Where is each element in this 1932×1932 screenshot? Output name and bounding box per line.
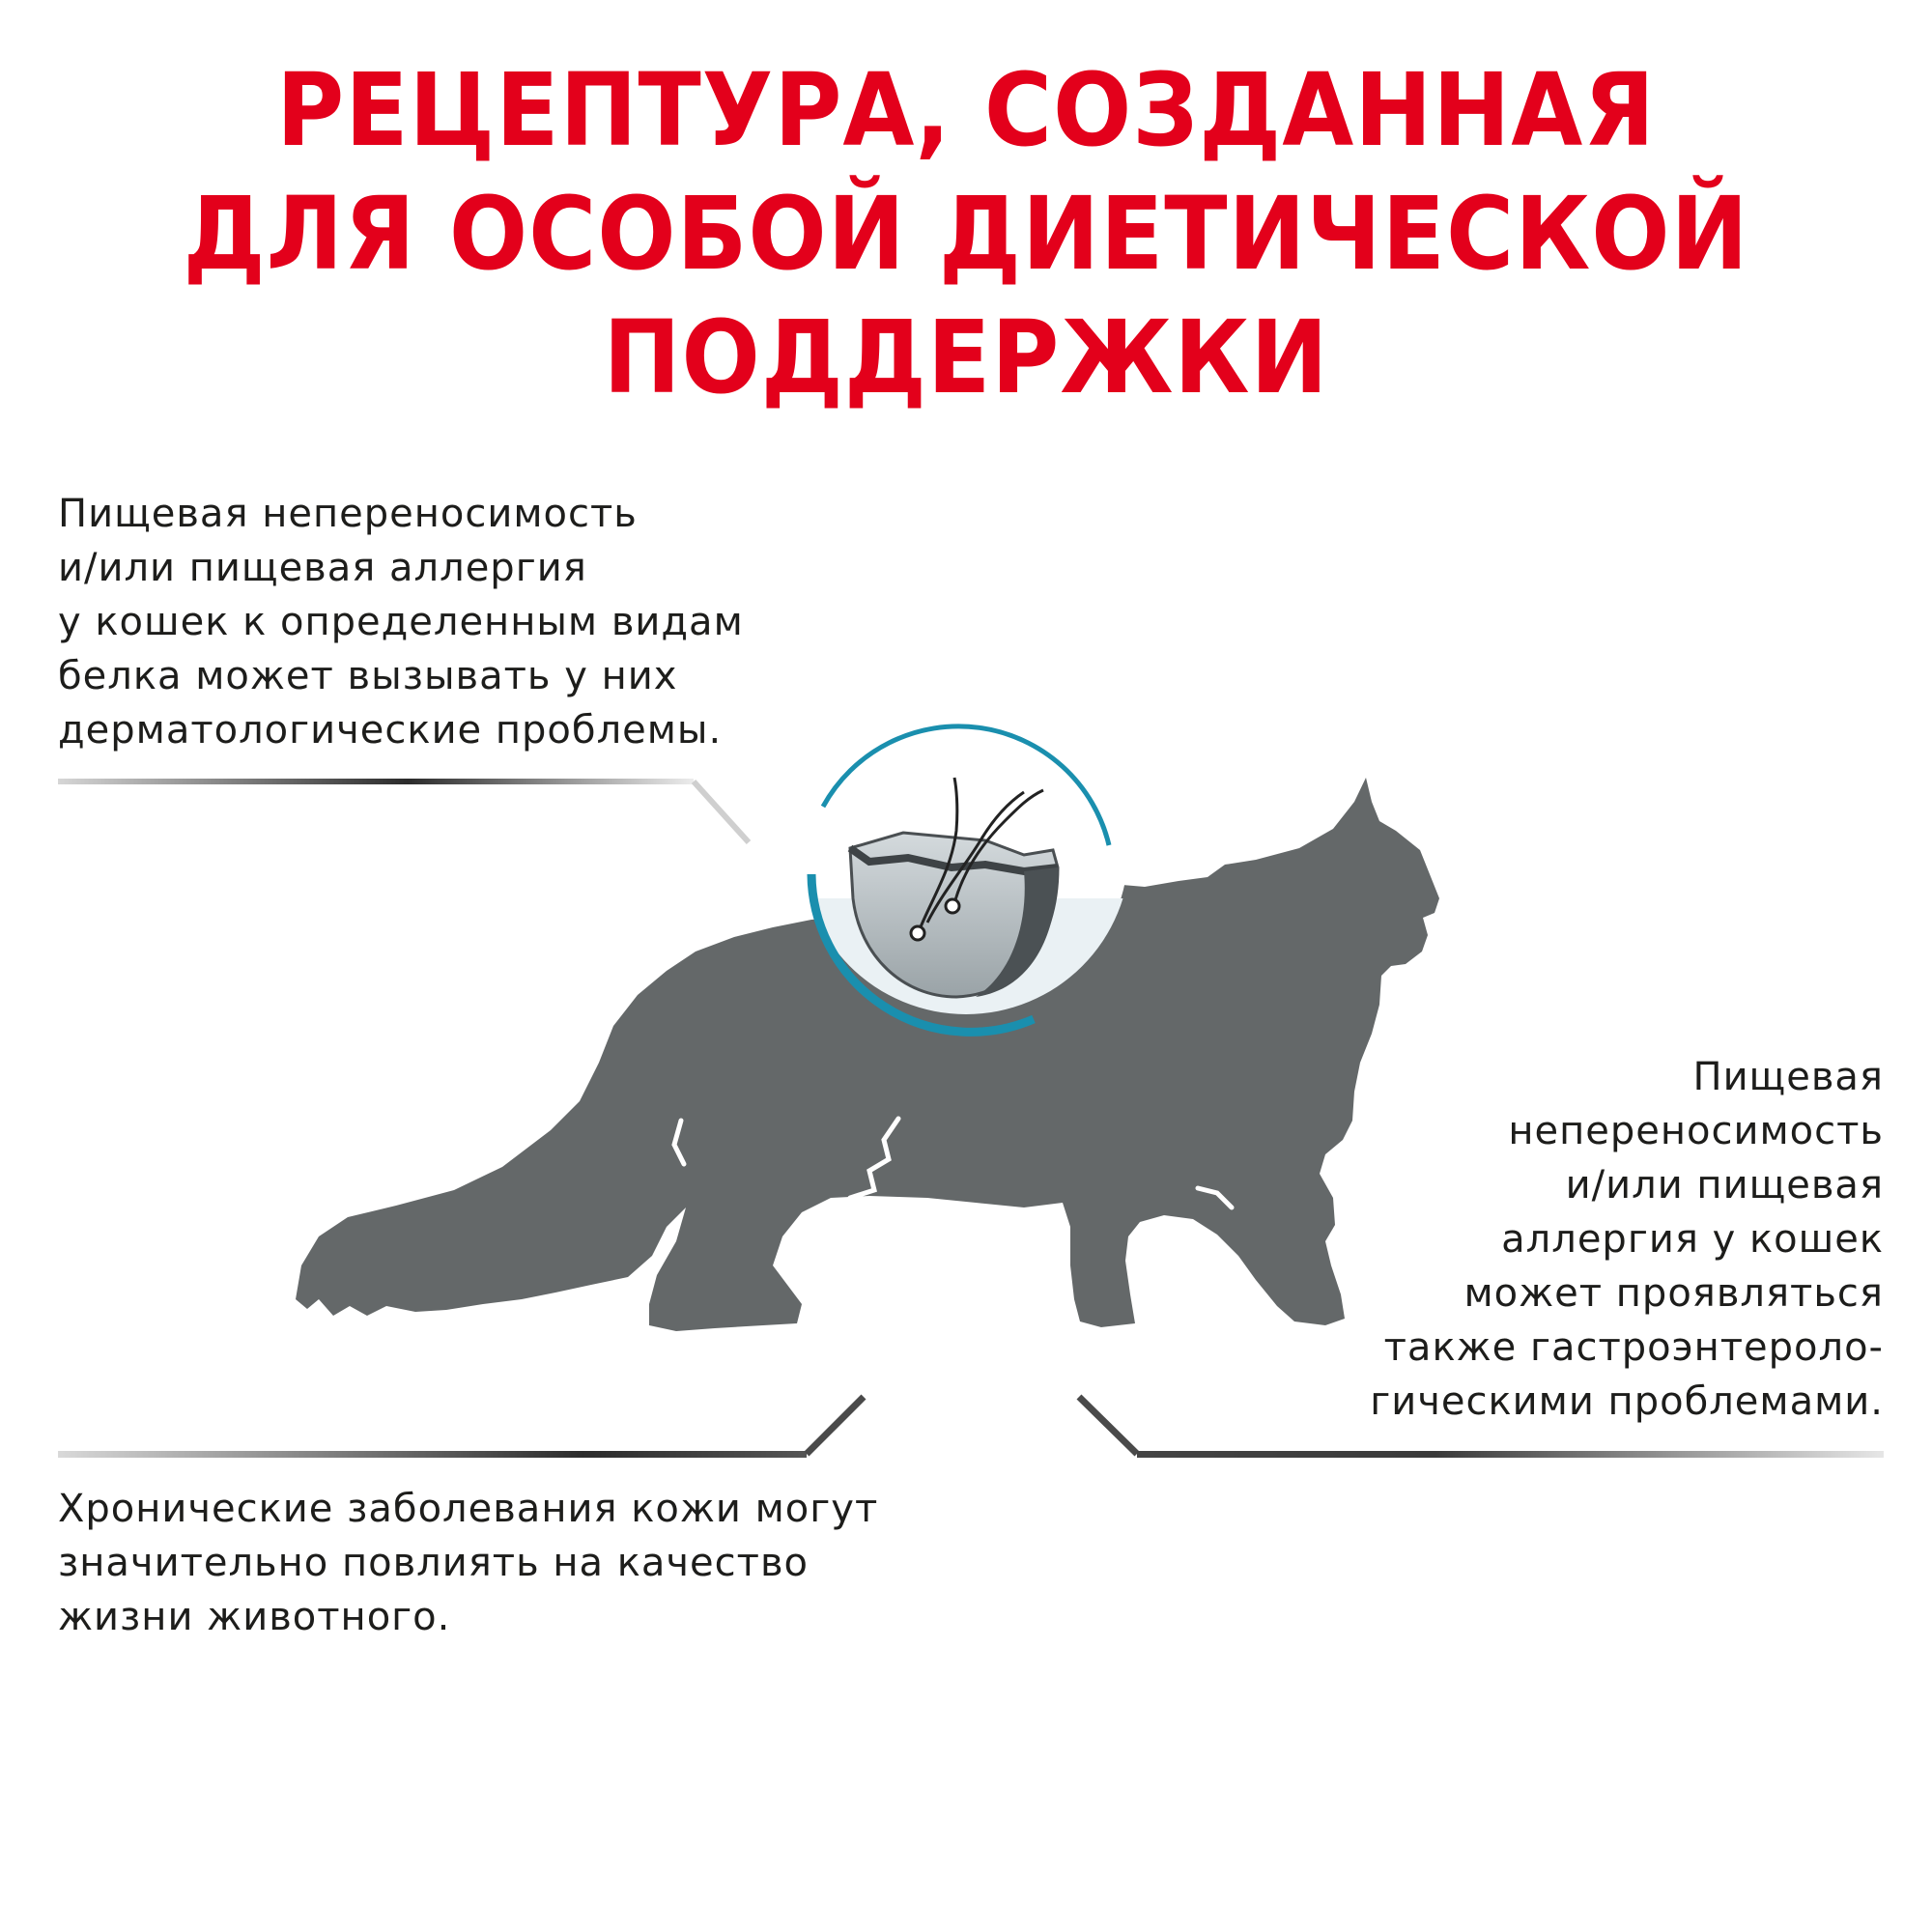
gastro-problems-line-7: гическими проблемами. [1370,1379,1884,1424]
gastro-problems-line-5: может проявляться [1463,1271,1884,1316]
connector-bottom-right [1079,1397,1884,1458]
skin-problems-line-1: Пищевая непереносимость [58,492,638,536]
quality-of-life-line-1: Хронические заболевания кожи могут [58,1487,879,1531]
headline-line-1: РЕЦЕПТУРА, СОЗДАННАЯ [276,51,1656,169]
skin-problems-line-2: и/или пищевая аллергия [58,546,587,590]
gastro-problems-line-4: аллергия у кошек [1501,1217,1884,1262]
gastro-problems-line-3: и/или пищевая [1565,1163,1884,1208]
connector-top-left [58,779,749,842]
skin-problems-line-5: дерматологические проблемы. [58,708,723,753]
skin-problems-line-4: белка может вызывать у них [58,654,678,698]
quality-of-life-line-2: значительно повлиять на качество [58,1541,809,1585]
connector-bottom-left [58,1397,864,1458]
headline-line-2: ДЛЯ ОСОБОЙ ДИЕТИЧЕСКОЙ [183,175,1749,293]
gastro-problems-line-6: также гастроэнтероло- [1383,1325,1884,1370]
gastro-problems-line-1: Пищевая [1692,1055,1884,1099]
skin-problems-line-3: у кошек к определенным видам [58,600,744,644]
quality-of-life-line-3: жизни животного. [58,1595,451,1639]
headline-line-3: ПОДДЕРЖКИ [603,298,1329,416]
gastro-problems-line-2: непереносимость [1508,1109,1884,1153]
